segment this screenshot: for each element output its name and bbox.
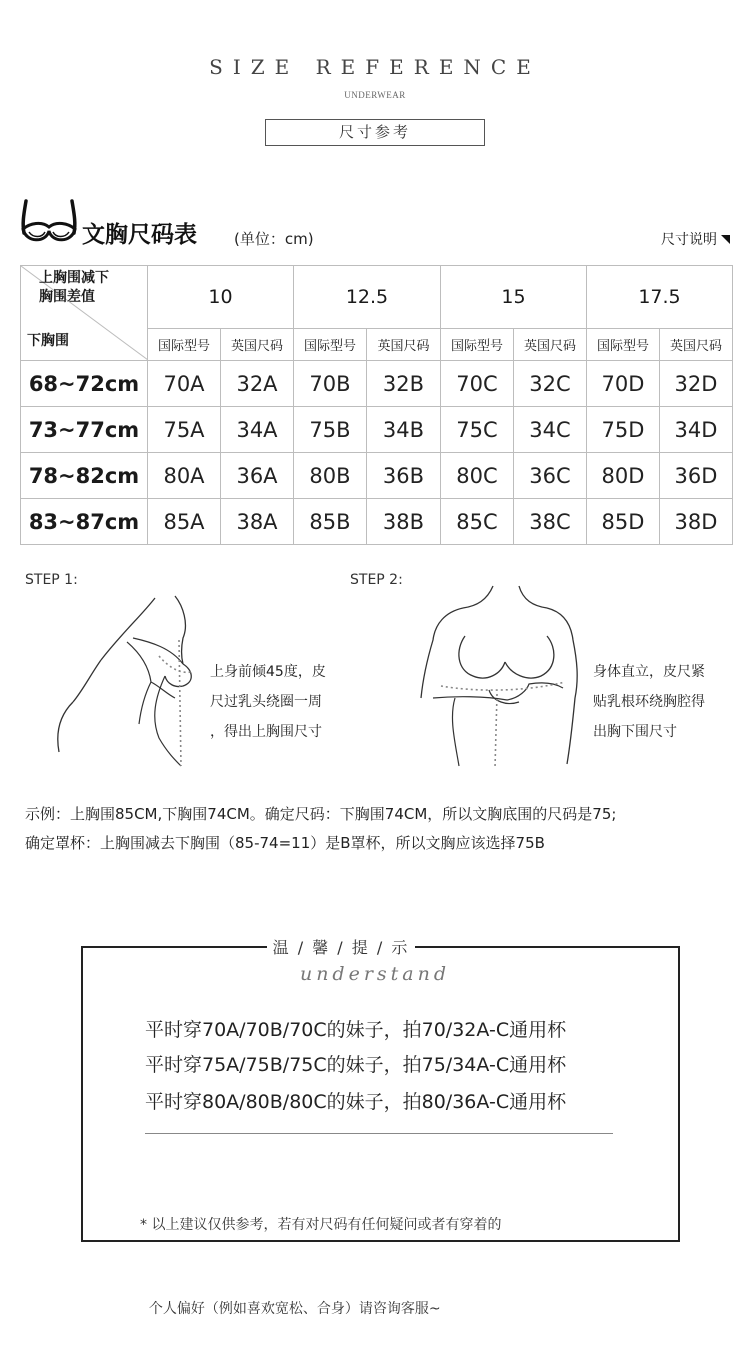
tips-script-text: understand: [299, 963, 451, 985]
difference-header-row: [21, 266, 733, 329]
table-row: [21, 499, 733, 545]
size-cell: 80B: [294, 453, 367, 499]
difference-header: 10: [148, 266, 294, 329]
size-cell: 36B: [367, 453, 441, 499]
tip-line: 平时穿80A/80B/80C的妹子，拍80/36A-C通用杯: [145, 1091, 567, 1113]
size-example: [25, 800, 616, 858]
step-1-line: 尺过乳头绕圈一周: [210, 694, 322, 710]
size-cell: 38A: [221, 499, 294, 545]
size-reference-label: 尺寸参考: [265, 119, 485, 146]
example-line: 示例：上胸围85CM,下胸围74CM。确定尺码：下胸围74CM，所以文胸底围的尺码是75;: [25, 805, 617, 823]
table-row: [21, 453, 733, 499]
size-cell: 75B: [294, 407, 367, 453]
size-cell: 34D: [660, 407, 733, 453]
step-2-instructions: [593, 657, 705, 747]
intl-size-label: 国际型号: [441, 329, 514, 361]
tip-line: 平时穿75A/75B/75C的妹子，拍75/34A-C通用杯: [145, 1054, 567, 1076]
uk-size-label: 英国尺码: [221, 329, 294, 361]
tips-note: [140, 1155, 501, 1351]
underbust-range: 68~72cm: [21, 361, 148, 407]
size-table-unit: (单位：cm): [234, 230, 314, 248]
size-cell: 85D: [587, 499, 660, 545]
size-cell: 36C: [514, 453, 587, 499]
uk-size-label: 英国尺码: [660, 329, 733, 361]
table-row: [21, 361, 733, 407]
size-cell: 32C: [514, 361, 587, 407]
step-2-line: 贴乳根环绕胸腔得: [593, 694, 705, 710]
step-2-label: STEP 2:: [350, 572, 403, 588]
size-cell: 80D: [587, 453, 660, 499]
size-note-link[interactable]: [661, 229, 730, 249]
difference-header: 15: [441, 266, 587, 329]
size-cell: 75C: [441, 407, 514, 453]
difference-header: 17.5: [587, 266, 733, 329]
uk-size-label: 英国尺码: [514, 329, 587, 361]
triangle-down-icon: [721, 235, 730, 244]
corner-top-label: [39, 269, 109, 307]
step-1-label: STEP 1:: [25, 572, 78, 588]
size-cell: 32B: [367, 361, 441, 407]
size-cell: 34B: [367, 407, 441, 453]
size-cell: 85C: [441, 499, 514, 545]
size-cell: 34C: [514, 407, 587, 453]
size-cell: 34A: [221, 407, 294, 453]
difference-header: 12.5: [294, 266, 441, 329]
step-2-line: 身体直立，皮尺紧: [593, 664, 705, 680]
example-line: 确定罩杯：上胸围减去下胸围（85-74=11）是B罩杯，所以文胸应该选择75B: [25, 834, 545, 852]
tip-line: 平时穿70A/70B/70C的妹子，拍70/32A-C通用杯: [145, 1019, 567, 1041]
size-cell: 70D: [587, 361, 660, 407]
uk-size-label: 英国尺码: [367, 329, 441, 361]
table-row: [21, 407, 733, 453]
page-title: SIZE REFERENCE: [209, 55, 541, 79]
size-cell: 80A: [148, 453, 221, 499]
bra-icon: [20, 197, 78, 245]
page-subtitle: UNDERWEAR: [344, 90, 406, 100]
size-cell: 85A: [148, 499, 221, 545]
step-2-line: 出胸下围尺寸: [593, 724, 677, 740]
size-cell: 36A: [221, 453, 294, 499]
intl-size-label: 国际型号: [294, 329, 367, 361]
corner-top-line: 上胸围减下: [39, 270, 109, 286]
step-1-line: ，得出上胸围尺寸: [210, 724, 322, 740]
underbust-range: 73~77cm: [21, 407, 148, 453]
size-cell: 80C: [441, 453, 514, 499]
size-cell: 38B: [367, 499, 441, 545]
step-2-illustration: [415, 578, 590, 770]
tips-title: 温 / 馨 / 提 / 示: [267, 935, 415, 958]
size-cell: 36D: [660, 453, 733, 499]
size-cell: 75A: [148, 407, 221, 453]
underbust-range: 83~87cm: [21, 499, 148, 545]
step-1-illustration: [55, 590, 205, 768]
corner-top-line: 胸围差值: [39, 289, 95, 305]
size-cell: 38C: [514, 499, 587, 545]
size-cell: 32A: [221, 361, 294, 407]
size-note-label: 尺寸说明: [661, 232, 717, 248]
corner-header-cell: [21, 266, 148, 361]
step-1-line: 上身前倾45度，皮: [210, 664, 326, 680]
size-cell: 32D: [660, 361, 733, 407]
size-cell: 70B: [294, 361, 367, 407]
size-cell: 70A: [148, 361, 221, 407]
step-1-instructions: [210, 657, 326, 747]
intl-size-label: 国际型号: [587, 329, 660, 361]
size-cell: 70C: [441, 361, 514, 407]
underbust-range: 78~82cm: [21, 453, 148, 499]
tips-note-line: * 以上建议仅供参考，若有对尺码有任何疑问或者有穿着的: [140, 1217, 502, 1233]
intl-size-label: 国际型号: [148, 329, 221, 361]
size-table: [20, 265, 733, 545]
size-cell: 75D: [587, 407, 660, 453]
size-table-title: 文胸尺码表: [82, 222, 197, 248]
tips-note-line: 个人偏好（例如喜欢宽松、合身）请咨询客服~: [140, 1301, 441, 1317]
size-cell: 38D: [660, 499, 733, 545]
corner-bottom-label: 下胸围: [27, 333, 69, 349]
tips-divider: [145, 1133, 613, 1134]
size-cell: 85B: [294, 499, 367, 545]
